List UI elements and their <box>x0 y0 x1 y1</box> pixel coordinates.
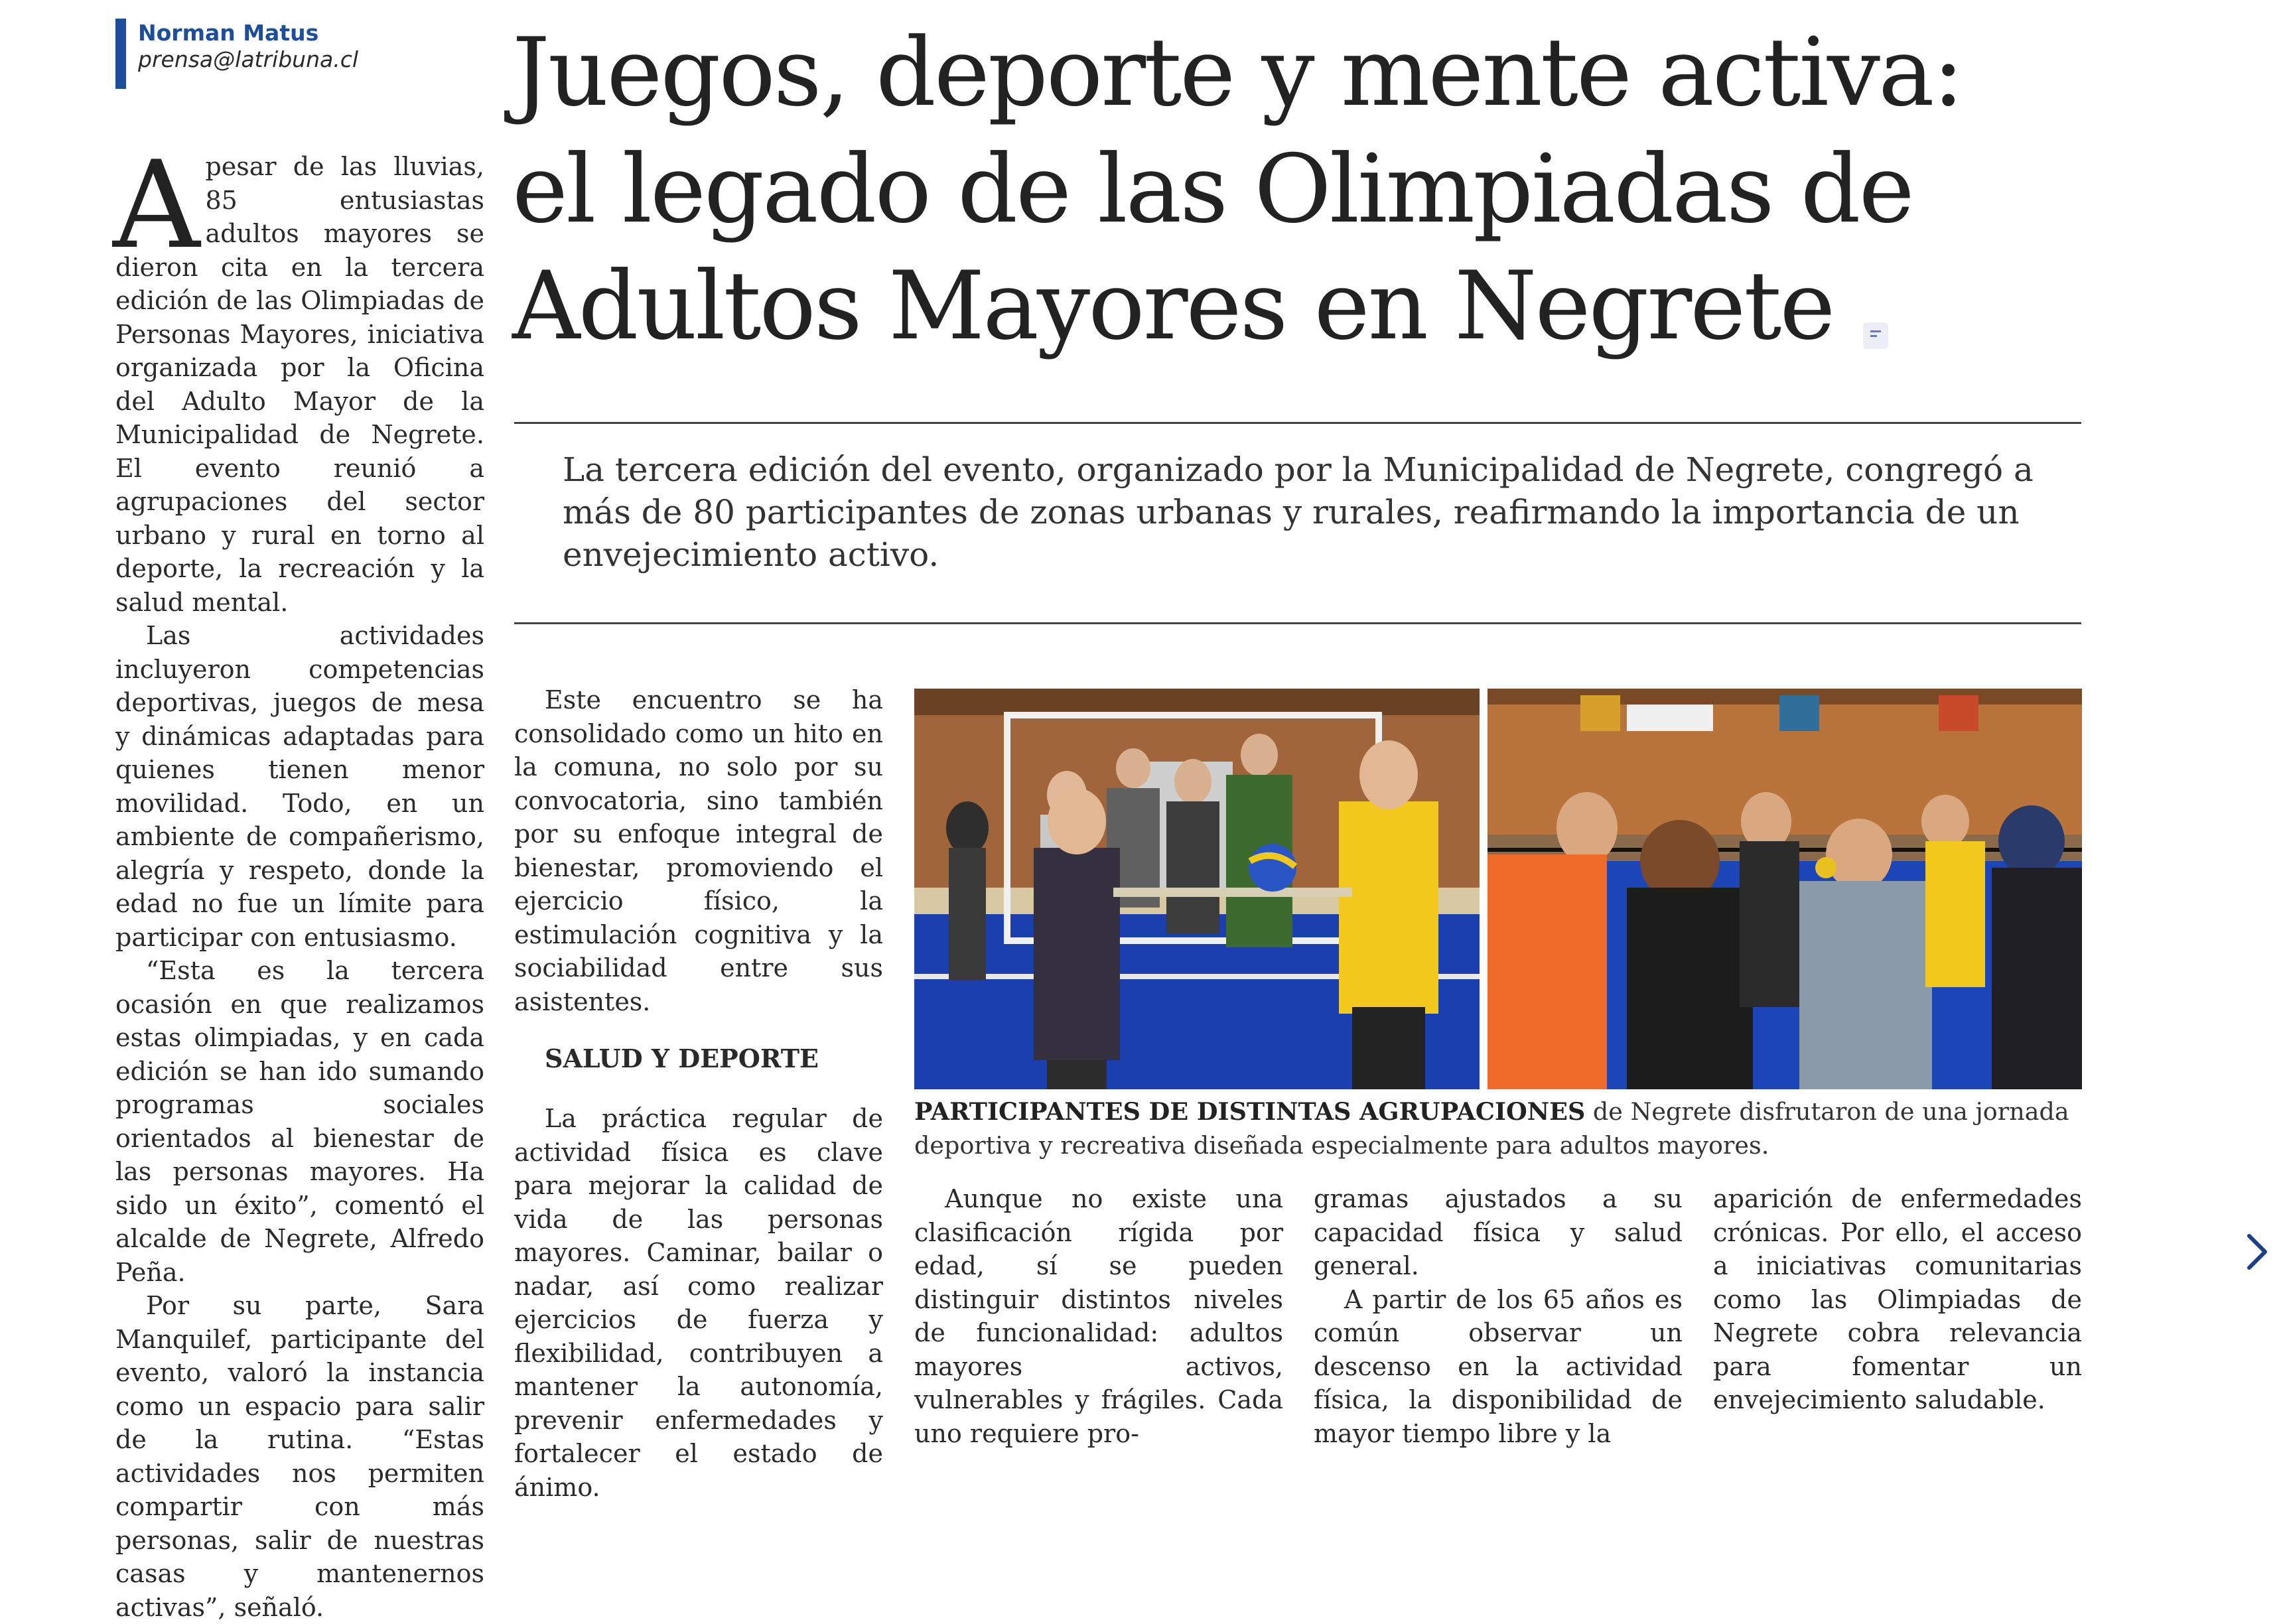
photo-group-image <box>1487 689 2082 1089</box>
paragraph: “Esta es la tercera ocasión en que realizamos estas olimpiadas, y en cada edición se han ido sumando programas sociales orientados al bienestar de las personas mayores. Ha sido un éxito”, comentó el alcalde de Negrete, Alfredo Peña. <box>115 956 484 1287</box>
divider-bottom <box>514 622 2081 624</box>
paragraph: La práctica regular de actividad física es clave para mejorar la calidad de vida de las personas mayores. Caminar, bailar o nadar, así como realizar ejercicios de fuerza y flexibilidad, contribuyen a mantener la autonomía, prevenir enfermedades y fortalecer el estado de ánimo. <box>514 1104 883 1502</box>
photo-caption <box>914 1095 2082 1162</box>
column-1 <box>113 135 484 1624</box>
divider-top <box>514 422 2081 424</box>
byline-accent-bar <box>115 19 126 89</box>
paragraph: Por su parte, Sara Manquilef, participante del evento, valoró la instancia como un espacio para salir de la rutina. “Estas actividades nos permiten compartir con más personas, salir de nuestras casas y mantenernos activas”, señaló. <box>115 1291 484 1622</box>
headline <box>512 15 2105 365</box>
caption-text: de Negrete disfrutaron de una jornada deportiva y recreativa diseñada especialmente para adultos mayores. <box>914 1097 2069 1160</box>
headline-line-1: Juegos, deporte y mente activa: <box>512 18 1963 127</box>
paragraph: A partir de los 65 años es común observar un descenso en la actividad física, la disponibilidad de mayor tiempo libre y la <box>1314 1284 1683 1448</box>
paragraph: Las actividades incluyeron competencias deportivas, juegos de mesa y dinámicas adaptadas para quienes tienen menor movilidad. Todo, en un ambiente de compañerismo, alegría y respeto, donde la edad no fue un límite para participar con entusiasmo. <box>115 621 484 952</box>
headline-line-3: Adultos Mayores en Negrete <box>512 251 1834 361</box>
paragraph: aparición de enfermedades crónicas. Por ello, el acceso a iniciativas comunitarias como las Olimpiadas de Negrete cobra relevancia para fomentar un envejecimiento saludable. <box>1713 1184 2082 1414</box>
drop-cap: A <box>113 135 200 275</box>
paragraph: Aunque no existe una clasificación rígida por edad, sí se pueden distinguir distintos niveles de funcionalidad: adultos mayores activos, vulnerables y frágiles. Cada uno requiere pro- <box>914 1184 1283 1448</box>
headline-line-2: el legado de las Olimpiadas de <box>512 135 1913 244</box>
paragraph: gramas ajustados a su capacidad física y salud general. <box>1314 1184 1683 1280</box>
subhead: SALUD Y DEPORTE <box>545 1044 819 1073</box>
article-deck: La tercera edición del evento, organizado por la Municipalidad de Negrete, congregó a más de 80 participantes de zonas urbanas y rurales, reafirmando la importancia de un envejecimiento activo. <box>563 450 2034 574</box>
byline-author: Norman Matus <box>138 20 319 46</box>
photo-group <box>1487 689 2082 1089</box>
photo-ceremony-image <box>914 689 1480 1089</box>
chevron-right-icon[interactable] <box>2244 1231 2270 1273</box>
column-3 <box>914 1182 1283 1450</box>
column-5 <box>1713 1182 2082 1417</box>
column-4 <box>1314 1182 1683 1450</box>
paragraph: Este encuentro se ha consolidado como un hito en la comuna, no solo por su convocatoria, sino también por su enfoque integral de bienestar, promoviendo el ejercicio físico, la estimulación cognitiva y la sociabilidad entre sus asistentes. <box>514 685 883 1016</box>
paragraph-text: pesar de las lluvias, 85 entusiastas adultos mayores se dieron cita en la tercera edición de las Olimpiadas de Personas Mayores, iniciativa organizada por la Oficina del Adulto Mayor de la Municipalidad de Negrete. El evento reunió a agrupaciones del sector urbano y rural en torno al deporte, la recreación y la salud mental. <box>115 152 484 617</box>
column-2 <box>514 683 883 1504</box>
caption-lead: PARTICIPANTES DE DISTINTAS AGRUPACIONES <box>914 1097 1586 1126</box>
note-icon[interactable] <box>1863 322 1888 349</box>
photo-ceremony <box>914 689 1480 1089</box>
paragraph <box>113 135 484 619</box>
byline-email[interactable]: prensa@latribuna.cl <box>138 46 359 72</box>
